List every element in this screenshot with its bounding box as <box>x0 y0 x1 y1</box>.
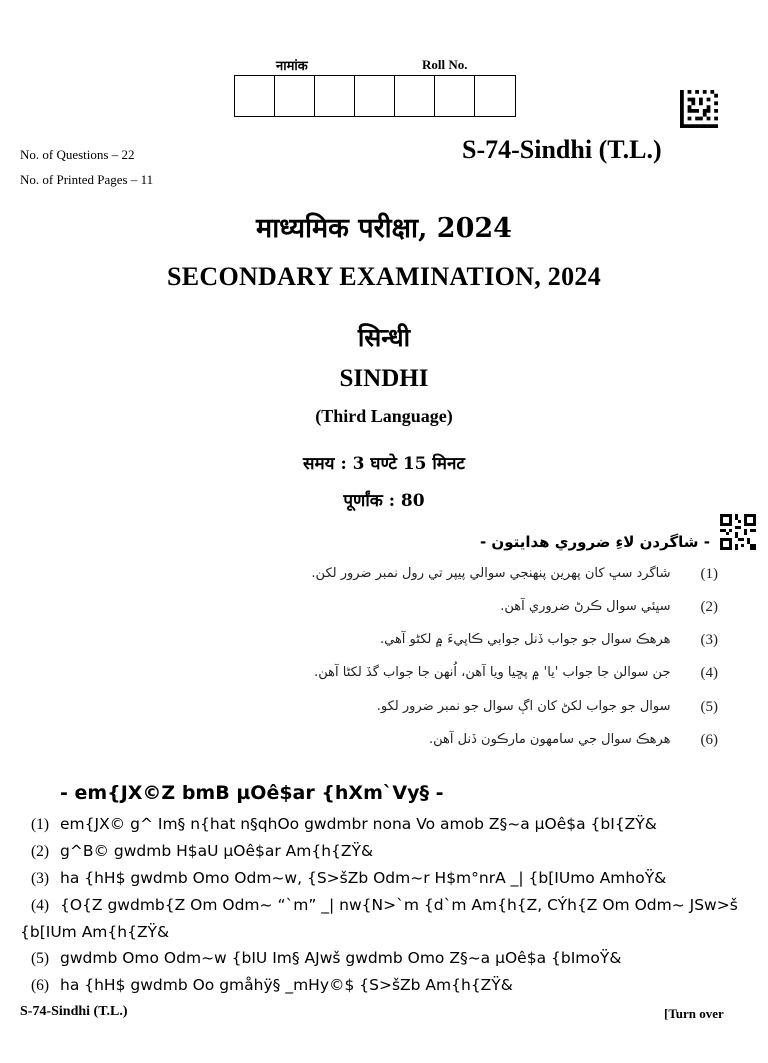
sindhi-instruction-item <box>377 699 718 716</box>
item-number: (1) <box>30 816 50 833</box>
number-of-questions: No. of Questions – 22 <box>20 147 135 162</box>
subject-hindi: सिन्धी <box>357 323 411 352</box>
sindhi-instruction-item <box>311 566 718 583</box>
item-text: em{JX© g^ Im§ n{hat n§qhOo gwdmbr nona Vo amob Z§~a µOê$a {bI{ZŸ& <box>60 815 657 833</box>
turn-over-note: [Turn over <box>664 1006 724 1021</box>
instructions-heading: - em{JX©Z bmB µOê$ar {hXm`Vy§ - <box>60 782 444 804</box>
item-number: (4) <box>30 897 50 914</box>
instruction-item <box>20 945 755 972</box>
instruction-item <box>20 838 755 865</box>
item-number: (4) <box>700 665 718 681</box>
sindhi-instruction-item <box>314 665 718 682</box>
item-text: شاگرد سڀ کان پهرين پنهنجي سوالي پيپر تي رول نمبر ضرور لکن. <box>311 566 671 581</box>
datamatrix-code-icon <box>680 90 718 128</box>
total-marks: पूर्णांक : 80 <box>343 491 425 511</box>
item-text: هرهڪ سوال جو جواب ڏنل جوابي ڪاپيءَ ۾ لکڻو آهي. <box>379 632 671 647</box>
item-number: (6) <box>700 732 718 748</box>
footer-paper-code: S-74-Sindhi (T.L.) <box>20 1004 128 1019</box>
item-number: (5) <box>30 950 50 967</box>
item-number: (2) <box>700 599 718 615</box>
roll-label-hindi: नामांक <box>276 59 308 74</box>
exam-title-english: SECONDARY EXAMINATION, 2024 <box>166 262 602 291</box>
item-text: ha {hH$ gwdmb Omo Odm~w, {S>šZb Odm~r H$m°nrA _| {b[IUmo AmhoŸ& <box>60 869 667 887</box>
exam-duration: समय : 3 घण्टे 15 मिनट <box>303 454 465 474</box>
instruction-item <box>20 811 755 838</box>
roll-box[interactable] <box>275 76 315 116</box>
item-number: (6) <box>30 977 50 994</box>
item-text: g^B© gwdmb H$aU µOê$ar Am{h{ZŸ& <box>60 842 374 860</box>
roll-number-boxes <box>234 75 516 117</box>
item-text: ha {hH$ gwdmb Oo gmåhÿ§ _mHy©$ {S>šZb Am{h{ZŸ& <box>60 976 513 994</box>
item-text: gwdmb Omo Odm~w {bIU Im§ AJwš gwdmb Omo Z§~a µOê$a {bImoŸ& <box>60 949 622 967</box>
sindhi-instruction-item <box>500 599 718 616</box>
sindhi-instruction-item <box>429 732 718 749</box>
item-number: (1) <box>700 566 718 582</box>
instruction-item <box>20 892 755 945</box>
roll-box[interactable] <box>355 76 395 116</box>
qr-code-icon <box>720 514 756 550</box>
roll-box[interactable] <box>475 76 515 116</box>
sindhi-instructions-heading: - شاگردن لاءِ ضروري هدايتون - <box>479 533 710 551</box>
item-number: (2) <box>30 843 50 860</box>
instruction-item <box>20 972 755 999</box>
roll-box[interactable] <box>395 76 435 116</box>
language-type: (Third Language) <box>315 406 453 426</box>
roll-box[interactable] <box>315 76 355 116</box>
roll-box[interactable] <box>435 76 475 116</box>
exam-title-hindi: माध्यमिक परीक्षा, 2024 <box>256 213 512 244</box>
sindhi-instruction-item <box>380 632 718 649</box>
item-number: (3) <box>700 632 718 648</box>
item-number: (5) <box>700 699 718 715</box>
item-text: {O{Z gwdmb{Z Om Odm~ “`m” _| nw{N>`m {d`m Am{h{Z, CÝh{Z Om Odm~ JSw>š {b[IUm Am{h{ZŸ& <box>20 896 738 941</box>
item-text: هرهڪ سوال جي سامهون مارڪون ڏنل آهن. <box>429 732 671 747</box>
instruction-item <box>20 865 755 892</box>
subject-english: SINDHI <box>339 365 429 392</box>
roll-label-english: Roll No. <box>422 57 468 72</box>
item-text: سوال جو جواب لکڻ کان اڳ سوال جو نمبر ضرور لکو. <box>376 699 671 714</box>
number-of-pages: No. of Printed Pages – 11 <box>20 172 154 187</box>
item-text: جن سوالن جا جواب 'يا' ۾ پڇيا ويا آهن، اُنهن جا جواب گڏ لکڻا آهن. <box>314 665 671 680</box>
paper-code: S-74-Sindhi (T.L.) <box>462 135 662 164</box>
roll-box[interactable] <box>235 76 275 116</box>
item-text: سڀئي سوال ڪرڻ ضروري آهن. <box>500 599 671 614</box>
item-number: (3) <box>30 870 50 887</box>
